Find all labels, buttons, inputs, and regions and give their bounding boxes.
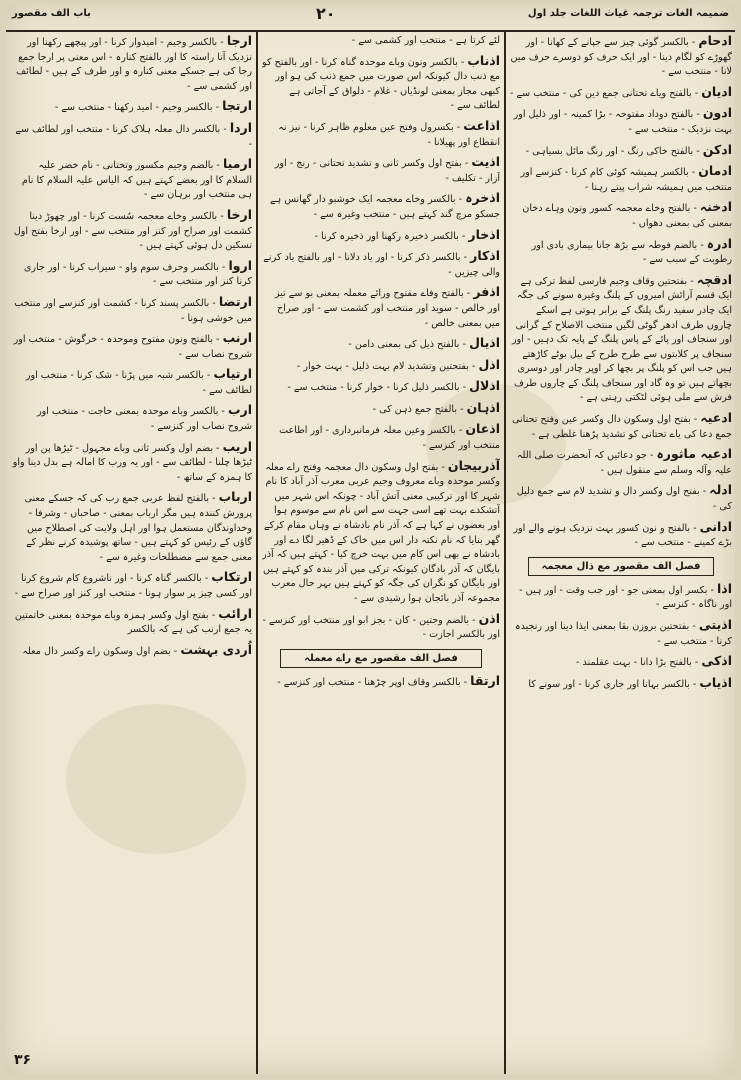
entry-headword: اذکار: [470, 248, 500, 264]
entry-headword: اذاعت: [463, 117, 500, 133]
entry-headword: ادمان: [698, 163, 732, 179]
entry-definition: - بالفتح ویاے تحتانی جمع دین کی - منتخب سے -: [510, 87, 699, 99]
entry-definition: - بالفتح خاکی رنگ - اور رنگ مائل بسیاہی -: [525, 145, 700, 157]
dictionary-entry: [510, 200, 732, 231]
entry-definition: - بالکسر شبہ میں پڑنا - شک کرنا - منتخب اور لطائف سے -: [25, 370, 252, 396]
entry-headword: ارمیا: [222, 156, 252, 172]
dictionary-entry: [12, 367, 252, 398]
entry-headword: اذکی: [701, 653, 732, 669]
entry-definition: - بالکسر وخاے معجمہ سُست کرنا - اور چھوڑ دینا کشمت اور صراح اور کنز اور منتخب سے - اور ارخا بفتح اول تسکین دل ہوئی کہتے ہیں -: [13, 210, 252, 252]
entry-headword: اُردی بہشت: [180, 641, 252, 657]
section-heading: فصل الف مقصور مع ذال معجمہ: [528, 557, 714, 576]
dictionary-entry: [510, 273, 732, 406]
entry-definition: - بالکسر ذکر کرنا - اور یاد دلانا - اور بالفتح یاد کرنے والی چیزیں -: [263, 252, 500, 278]
entry-definition: - بالفتح وفاے مفتوح ورائے معملہ بمعنی بو سے تیز اور خالص - سوید اور منتخب اور کشمت سے - اور صراح میں بمعنی خالص -: [274, 288, 500, 329]
entry-definition: - بالکسر وجیم - امید رکھنا - منتخب سے -: [54, 102, 220, 114]
dictionary-entry: [510, 411, 732, 442]
entry-headword: اروا: [228, 257, 252, 273]
entry-headword: ارتقا: [470, 672, 500, 688]
entry-definition: - بالفتح وخاے معجمہ کسور ونون وہاے دخان بمعنی کی بمعنی دھواں -: [522, 203, 732, 229]
entry-definition: - بالکسر وحرف سوم واو - سیراب کرنا - اور جاری کرنا کنز اور منتخب سے -: [23, 261, 252, 288]
dictionary-entry: [510, 237, 732, 268]
entry-definition: - بالکسر ہمیشہ کوئی کام کرنا - کنزسے اور منتخب میں ہمیشہ شراب پیتے رہنا -: [520, 167, 732, 193]
entry-headword: اردا: [229, 119, 252, 135]
dictionary-entry: [262, 285, 500, 331]
entry-definition: - بالکسر ونون وباے موحدہ گناہ کرنا - اور بالفتح کو مع ذنب دال کیونکہ اس صورت میں جمع ذنب کی ہو اور کبھی مجاز بمعنی لونڈیاں - غلام - دلواق کے آجاتی ہے لطائف سے -: [262, 56, 500, 112]
entry-headword: آذربیجان: [447, 457, 500, 473]
dictionary-entry: [12, 121, 252, 152]
entry-headword: اذہان: [466, 399, 500, 415]
entry-definition: - بالکسر دال معلہ ہلاک کرنا - منتخب اور لطائف سے -: [15, 123, 252, 150]
entry-headword: اذیت: [471, 154, 500, 170]
entry-definition: - بالکسر وجیم - امیدوار کرنا - اور پیچھے رکھنا اور نزدیک آنا راستہ کا اور بالفتح کنارہ - اس معنی پر ارجا جمع رجا کی ہے جسکے معنی کنارہ و اور طرف کے ہیں - لطائف اور کشمی سے -: [16, 37, 252, 92]
dictionary-entry: [262, 249, 500, 280]
entry-headword: ارتکاب: [211, 569, 252, 585]
entry-headword: ادعیہ: [700, 410, 732, 426]
entry-definition: - بالکسر ذلیل کرنا - خوار کرنا - منتخب سے -: [287, 382, 467, 394]
dictionary-entry: [510, 34, 732, 80]
corner-mark: ۳۶: [14, 1052, 32, 1068]
entry-definition: - بالکسر گناہ کرنا - اور ناشروع کام شروع کرنا اور کسی چیز پر سوار ہونا - منتخب اور کنز اور صراح سے -: [14, 573, 252, 599]
entry-definition: - جو دعائیں کہ آنحضرت صلی اللہ علیہ وآلہ وسلم سے منقول ہیں -: [516, 450, 732, 476]
dictionary-entry: [262, 54, 500, 114]
entry-definition: - بکسرول وفتح عین معلوم ظاہر کرنا - نیز نہ انقطاع اور پھیلانا -: [278, 121, 500, 148]
entry-headword: ارب: [227, 402, 252, 418]
entry-definition: - بفتح اول وسکون دال وکسر عین وفتح تحتانی جمع دعا کی یاے تحتانی کو تشدید پڑھنا غلطی ہے -: [512, 414, 732, 440]
dictionary-entry: [510, 483, 732, 514]
entry-definition: - بالضم فوطہ سے بڑھ جانا بیماری بادی اور رطوبت کے سبب سے -: [531, 239, 732, 266]
entry-definition: - بالضم وجتین - کان - بجز ابو اور منتخب اور کنزسے - اور بالکسر اجازت -: [262, 614, 500, 641]
dictionary-entry: [262, 459, 500, 607]
entry-headword: ادقچہ: [696, 271, 732, 287]
entry-definition: - بالکسر وقاف اوپر چڑھنا - منتخب اور کنزسے -: [277, 676, 468, 688]
dictionary-entry: [510, 447, 732, 478]
column-divider: [256, 30, 258, 1074]
dictionary-entry: [262, 336, 500, 353]
dictionary-entry: [12, 295, 252, 326]
left-column: [12, 34, 252, 1068]
entry-definition: - بالفتح ذیل کی بمعنی دامن -: [348, 339, 466, 351]
entry-headword: اذل: [478, 356, 500, 372]
dictionary-entry: [262, 155, 500, 186]
entry-definition: - بالکسر بہانا اور جاری کرنا - اور سونے کا: [528, 678, 697, 690]
entry-definition: - بالفتح دوداد مفتوحہ - بڑا کمینہ - اور ذلیل اور بہت نزدیک - منتخب سے -: [513, 109, 732, 135]
right-column: [510, 34, 732, 1068]
entry-definition: لئے کرتا ہے - منتخب اور کشمی سے -: [351, 35, 500, 46]
entry-headword: ادانی: [699, 518, 732, 534]
entry-headword: ادرہ: [706, 235, 732, 251]
page-header: [6, 4, 735, 32]
entry-definition: - بفتحتین وتشدید لام بہت ذلیل - بہت خوار -: [296, 360, 476, 372]
entry-definition: - بالکسر گوئی چیز سے جپانے کے کھانا - اور گھوڑے کو لگام دینا - اور ایک حرف کو دوسرے حرف میں لانا - منتخب سے -: [510, 37, 732, 78]
entry-headword: ارجا: [226, 34, 252, 48]
entry-definition: - بفتح اول وسکون دال معجمہ وفتح راے معلہ وکسر موحدہ وباے معروف وجیم عربی معرب آذر آباد کا نام شہر کا اور ترکیبی معنی آتش آباد - چونکہ اس شہر میں آتشکدے بہت تھے اسی جہت سے اس نام سے موسوم ہوا اور بعضوں نے کہا ہے کہ آذر نام بادشاہ نے وہاں مقام کرکے گھر بنایا کہ نام نکتہ دار اس میں خاک کے ڈھیر لگا دے اور بادشاہ نے بھی اس کام میں بہت خرچ کیا - کہتے ہیں کہ آذر بایگان کہ آذر بادگان کیونکہ ترکی میں آذر بندہ کو کہتے ہیں اور بایگان کو نگران کی جگہ کو کہتے ہیں بہر حال معرب مجموعہ آذر بائجان ہوا رشیدی سے -: [262, 461, 500, 604]
entry-definition: - بالکسر پسند کرنا - کشمت اور کنزسے اور منتخب میں خوشی ہونا -: [14, 297, 252, 324]
entry-definition: - بفتحتین بروزن بقا بمعنی ایذا دینا اور رنجیدہ کرنا - منتخب سے -: [514, 621, 732, 647]
entry-headword: اذن: [478, 610, 500, 626]
column-divider: [504, 30, 506, 1074]
entry-headword: ادلہ: [709, 482, 732, 498]
dictionary-entry: [510, 654, 732, 671]
dictionary-entry: [510, 676, 732, 693]
entry-headword: ادعیہ ماثورہ: [656, 446, 732, 462]
entry-headword: ادون: [702, 105, 732, 121]
entry-definition: - بفتح اول وکسر ہمزہ وباے موحدہ بمعنی خاتمتین یہ جمع ارنب کی ہے کہ بالکسر: [14, 609, 252, 636]
dictionary-entry: [12, 157, 252, 203]
entry-headword: ارتجا: [222, 98, 252, 114]
entry-headword: اذلال: [469, 378, 500, 394]
entry-definition: - بالفتح جمع ذہن کی -: [372, 403, 464, 415]
entry-headword: ادحام: [698, 34, 732, 48]
dictionary-entry: [262, 119, 500, 150]
middle-column: [262, 34, 500, 1068]
dictionary-entry: [12, 607, 252, 638]
entry-headword: اذیال: [469, 335, 500, 351]
entry-headword: اذناب: [467, 52, 500, 68]
dictionary-entry: [262, 422, 500, 453]
dictionary-entry: [262, 34, 500, 49]
dictionary-entry: [262, 612, 500, 643]
entry-headword: ادیان: [701, 83, 732, 99]
dictionary-entry: [510, 618, 732, 649]
entry-definition: - بفتح اول وکسر ثانی و تشدید تحتانی - رنج - اور آزار - تکلیف -: [274, 158, 500, 184]
entry-definition: - بالفتح ونون مفتوح وموحدہ - خرگوش - منتخب اور شروح نصاب سے -: [13, 334, 252, 360]
entry-definition: - بالفتح بڑا دانا - بہت عقلمند -: [576, 657, 699, 669]
entry-definition: - بکسر اول بمعنی جو - اور جب وقت - اور ہیں - اور ناگاہ - کنزسے -: [519, 584, 732, 611]
entry-definition: - بضم اول وسکون راے وکسر دال معلہ: [22, 645, 178, 657]
dictionary-entry: [12, 34, 252, 94]
entry-headword: ارخا: [226, 206, 252, 222]
entry-headword: اذیاب: [699, 674, 732, 690]
header-book-title: ضمیمہ الغات ترجمہ غیاث اللغات جلد اول: [527, 8, 729, 19]
book-page: [6, 4, 735, 1074]
dictionary-entry: [262, 358, 500, 375]
entry-headword: ارتضا: [218, 293, 252, 309]
entry-headword: ادخنہ: [699, 199, 732, 215]
entry-headword: اذیتی: [698, 617, 732, 632]
dictionary-entry: [262, 401, 500, 418]
dictionary-entry: [510, 520, 732, 551]
dictionary-entry: [12, 331, 252, 362]
entry-headword: اذفر: [473, 284, 500, 300]
dictionary-entry: [12, 643, 252, 660]
dictionary-entry: [12, 99, 252, 116]
entry-definition: - بالکسر وخاے معجمہ ایک خوشبو دار گھانس ہے جسکو مرچ گند کہتے ہیں - منتخب وغیرہ سے -: [270, 194, 500, 220]
entry-headword: اذخرہ: [465, 190, 500, 206]
entry-definition: - بالفتح لفظ عربی جمع رب کی کہ جسکے معنی پرورش کنندہ ہیں مگر ارباب بمعنی - صاحباں - وشرفا - وخداوندگان مستعمل ہوا اور اہل ولایت کی اصطلاح میں گاؤں کے رئیس کو کہتے ہیں - ساتھ پوشیدہ کرنے نظر کے معنی جمع سے مصطلحات وغیرہ سے -: [24, 493, 252, 563]
dictionary-entry: [12, 570, 252, 601]
entry-definition: - بفتح اول وکسر دال و تشدید لام سے جمع دلیل کی -: [516, 486, 732, 513]
page-number: ۲۰: [316, 4, 336, 23]
entry-headword: ارتیاب: [213, 366, 252, 382]
entry-definition: - بالکسر ذخیرہ رکھنا اور ذخیرہ کرنا -: [314, 230, 466, 242]
entry-headword: ارباب: [218, 489, 252, 505]
dictionary-entry: [510, 106, 732, 137]
entry-definition: - بالکسر وعین معلہ فرمانبرداری - اور اطاعت منتخب اور کنزسے -: [279, 425, 500, 452]
dictionary-entry: [510, 143, 732, 160]
dictionary-entry: [262, 191, 500, 222]
dictionary-entry: [510, 164, 732, 195]
entry-headword: اریب: [222, 438, 252, 454]
dictionary-entry: [12, 208, 252, 254]
dictionary-entry: [12, 259, 252, 290]
entry-definition: - بالفتح و نون کسور بہت نزدیک ہونے والے اور بڑے کمینے - منتخب سے -: [513, 522, 732, 549]
entry-definition: - بالکسر وباے موحدہ بمعنی حاجت - منتخب اور شروح نصاب اور کنزسے -: [36, 406, 252, 433]
section-heading: فصل الف مقصور مع راے معملہ: [280, 649, 482, 668]
dictionary-entry: [262, 674, 500, 691]
entry-definition: - بالضم وجیم مکسور وتحتانی - نام خضر علیہ السلام کا اور بعضے کہتے ہیں کہ الیاس علیہ السلام کا نام ہی منتخب اور برہان سے -: [21, 160, 252, 201]
dictionary-entry: [12, 403, 252, 434]
entry-headword: اذخار: [468, 226, 500, 242]
header-chapter-title: باب الف مقصور: [12, 8, 91, 19]
entry-definition: - بضم اول وکسر ثانی وباے مجہول - ٹیڑھا پن اور ٹیڑھا چلنا - لطائف سے - اور یہ ورب کا امالہ ہے بدل دینا واو کا ہمزہ کے ساتھ -: [12, 442, 252, 483]
entry-headword: ارنب: [222, 330, 252, 346]
dictionary-entry: [510, 85, 732, 102]
entry-headword: اذعان: [465, 421, 500, 437]
entry-definition: - بفتحتین وقاف وجیم فارسی لفظ ترکی ہے ایک قسم آرائش امیروں کے پلنگ وغیرہ سونے کی جگہ ایک چادر سفید رنگ پلنگ کے برابر ہوتی ہے اسکے چاروں طرف ادھر گوٹی لگیں منتخب الاصلاح کے گرانی اور سنجاف اور پائے کے پاس پلنگ کے پایہ تک دہیں - اور سنجاف پر کلابتوں سے طرح طرح کے بیل بوٹے کاڑھتے ہیں جب اس کو پلنگ پر بچھا کر اوپر چادر اور دوسری بچھاتے ہیں تو وہ گاد اور سنجاف پلنگ کے چاروں طرف فرش سے ملی ہوئی لٹکتی رہتی ہے -: [512, 275, 732, 404]
entry-headword: اذا: [717, 580, 732, 596]
dictionary-entry: [262, 228, 500, 245]
dictionary-entry: [510, 582, 732, 613]
entry-headword: ادکن: [702, 141, 732, 157]
dictionary-entry: [262, 379, 500, 396]
dictionary-entry: [12, 490, 252, 565]
dictionary-entry: [12, 440, 252, 486]
entry-headword: ارائب: [218, 605, 252, 621]
